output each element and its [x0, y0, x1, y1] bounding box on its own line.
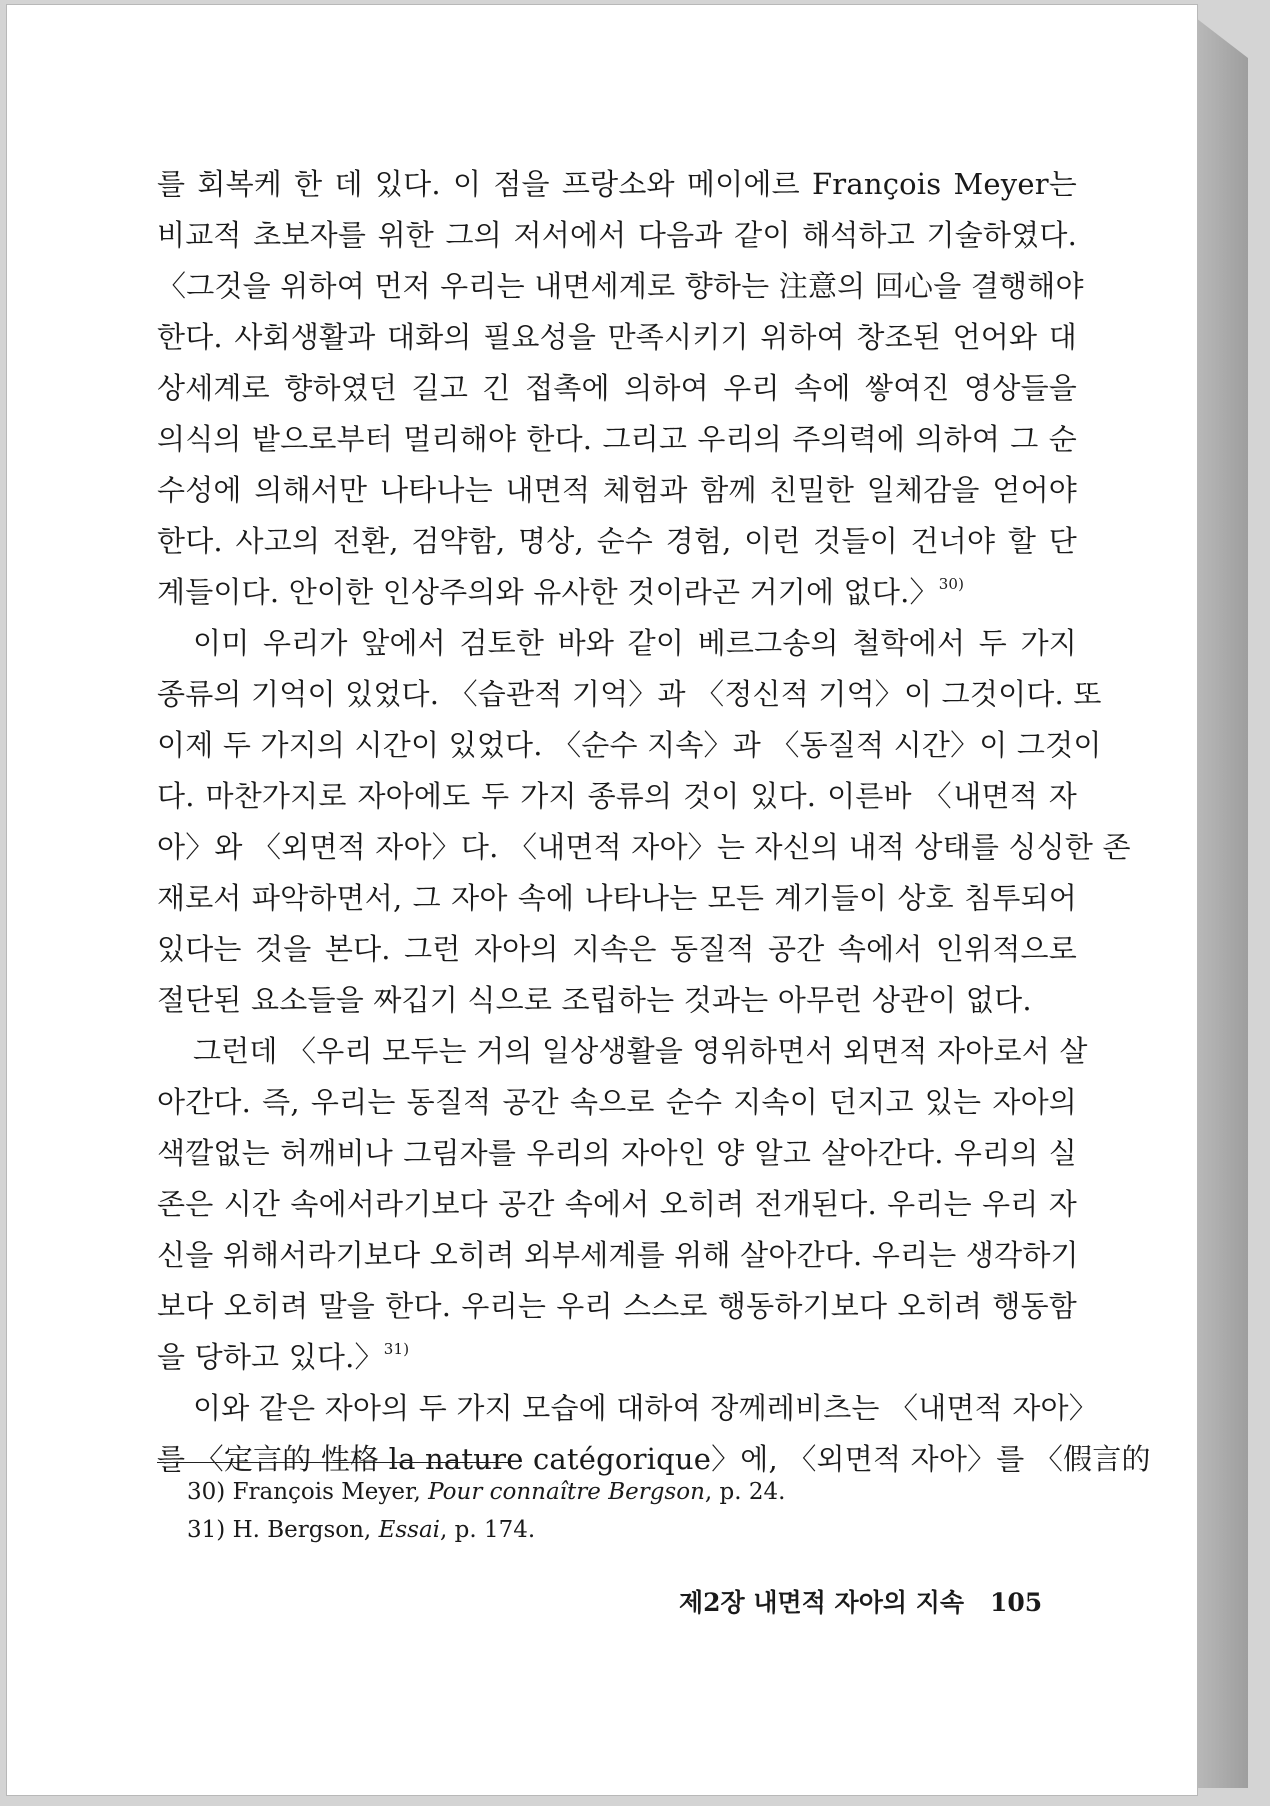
chapter-title: 제2장 내면적 자아의 지속: [679, 1588, 965, 1617]
footnote-title: Essai: [378, 1517, 441, 1543]
footnote-ref-30: 30): [938, 575, 965, 593]
text-line: 한다. 사고의 전환, 검약함, 명상, 순수 경험, 이런 것들이 건너야 할 단: [157, 524, 1077, 558]
footnote-number: 30): [187, 1479, 226, 1505]
text-line: 종류의 기억이 있었다. 〈습관적 기억〉과 〈정신적 기억〉이 그것이다. 또: [157, 677, 1102, 711]
footnote-number: 31): [187, 1517, 226, 1543]
footnote-author: H. Bergson,: [232, 1517, 372, 1543]
text-line: 수성에 의해서만 나타나는 내면적 체험과 함께 친밀한 일체감을 얻어야: [157, 473, 1077, 507]
footnote-30: [187, 1473, 785, 1511]
running-footer: [679, 1583, 1042, 1619]
text-line: 한다. 사회생활과 대화의 필요성을 만족시키기 위하여 창조된 언어와 대: [157, 320, 1077, 354]
text-line: 다. 마찬가지로 자아에도 두 가지 종류의 것이 있다. 이른바 〈내면적 자: [157, 779, 1077, 813]
footnote-author: François Meyer,: [232, 1479, 421, 1505]
text-line: 보다 오히려 말을 한다. 우리는 우리 스스로 행동하기보다 오히려 행동함: [157, 1289, 1077, 1323]
text-line: 색깔없는 허깨비나 그림자를 우리의 자아인 양 알고 살아간다. 우리의 실: [157, 1136, 1077, 1170]
footnote-ref-31: 31): [383, 1340, 410, 1358]
text-line-with-footnote: [157, 1332, 1077, 1383]
text-line: 비교적 초보자를 위한 그의 저서에서 다음과 같이 해석하고 기술하였다.: [157, 218, 1077, 252]
footnote-pages: , p. 174.: [440, 1517, 536, 1543]
footnotes: [187, 1473, 785, 1549]
text-line: 를 〈定言的 性格 la nature catégorique〉에, 〈외면적 자아〉를 〈假言的: [157, 1442, 1151, 1476]
text-line: 〈그것을 위하여 먼저 우리는 내면세계로 향하는 注意의 回心을 결행해야: [157, 269, 1084, 303]
text-line: 아〉와 〈외면적 자아〉다. 〈내면적 자아〉는 자신의 내적 상태를 싱싱한 존: [157, 830, 1131, 864]
text-line: 이제 두 가지의 시간이 있었다. 〈순수 지속〉과 〈동질적 시간〉이 그것이: [157, 728, 1102, 762]
text-span: 계들이다. 안이한 인상주의와 유사한 것이라곤 거기에 없다.〉: [157, 575, 939, 609]
text-line: 신을 위해서라기보다 오히려 외부세계를 위해 살아간다. 우리는 생각하기: [157, 1238, 1079, 1272]
body-text: [157, 159, 1151, 1485]
text-line: 존은 시간 속에서라기보다 공간 속에서 오히려 전개된다. 우리는 우리 자: [157, 1187, 1077, 1221]
book-page: [6, 4, 1198, 1796]
text-line-with-footnote: [157, 567, 1077, 618]
text-line: 아간다. 즉, 우리는 동질적 공간 속으로 순수 지속이 던지고 있는 자아의: [157, 1085, 1077, 1119]
footnote-31: [187, 1511, 785, 1549]
page-number: 105: [990, 1588, 1043, 1617]
text-line: 상세계로 향하였던 길고 긴 접촉에 의하여 우리 속에 쌓여진 영상들을: [157, 371, 1077, 405]
footnote-pages: , p. 24.: [704, 1479, 786, 1505]
footnote-title: Pour connaître Bergson: [428, 1479, 705, 1505]
text-line: 그런데 〈우리 모두는 거의 일상생활을 영위하면서 외면적 자아로서 살: [193, 1034, 1088, 1068]
text-line: 를 회복케 한 데 있다. 이 점을 프랑소와 메이에르 François Meyer는: [157, 167, 1077, 201]
text-line: 절단된 요소들을 짜깁기 식으로 조립하는 것과는 아무런 상관이 없다.: [157, 983, 1032, 1017]
text-span: 을 당하고 있다.〉: [157, 1340, 384, 1374]
text-line: 이와 같은 자아의 두 가지 모습에 대하여 장께레비츠는 〈내면적 자아〉: [193, 1391, 1098, 1425]
text-line: 있다는 것을 본다. 그런 자아의 지속은 동질적 공간 속에서 인위적으로: [157, 932, 1077, 966]
text-line: 의식의 밭으로부터 멀리해야 한다. 그리고 우리의 주의력에 의하여 그 순: [157, 422, 1077, 456]
book-page-edge: [1196, 18, 1248, 1788]
text-line: 이미 우리가 앞에서 검토한 바와 같이 베르그송의 철학에서 두 가지: [193, 626, 1077, 660]
footnote-divider: [157, 1462, 509, 1463]
text-line: 재로서 파악하면서, 그 자아 속에 나타나는 모든 계기들이 상호 침투되어: [157, 881, 1077, 915]
